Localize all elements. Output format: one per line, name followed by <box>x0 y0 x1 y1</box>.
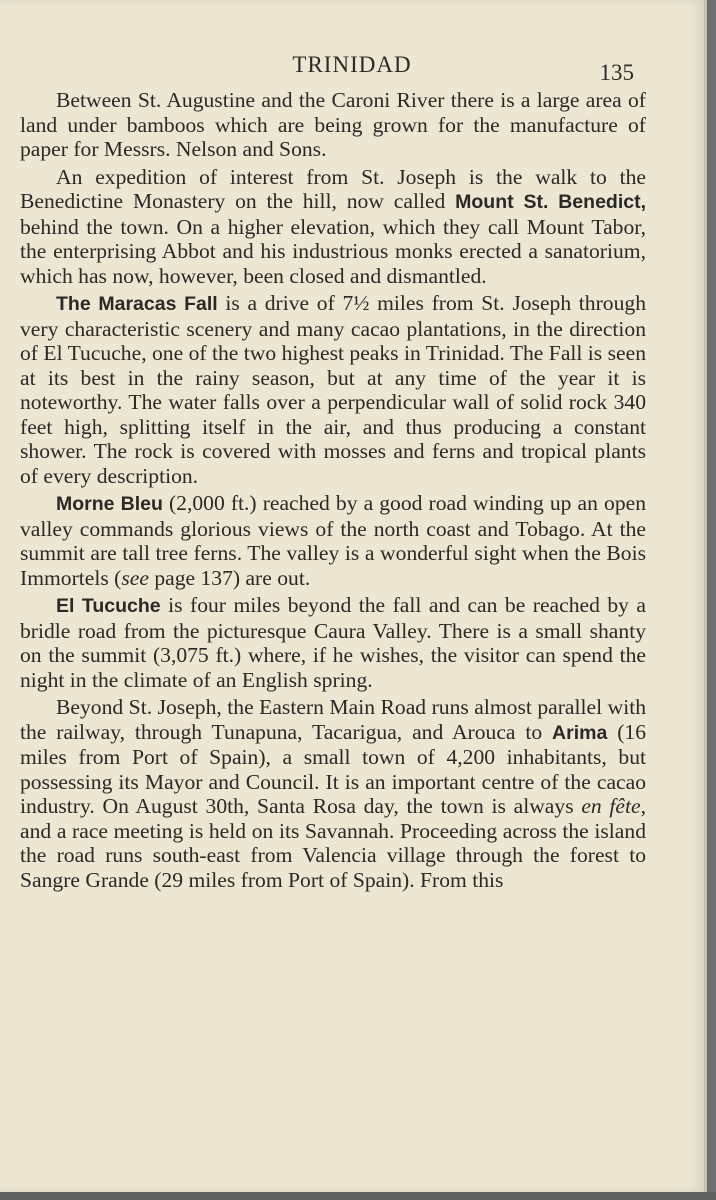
paragraph <box>20 88 646 162</box>
running-head <box>0 52 704 86</box>
body-text <box>20 88 646 895</box>
paragraph-text: An expedition of interest from St. Joseph is the walk to the Benedictine Monastery on the hill, now called <box>20 164 646 213</box>
place-name: Arima <box>552 721 608 744</box>
paragraph-text: (2,000 ft.) reached by a good road winding up an open valley commands glorious views of the north coast and Tobago. At the summit are tall tree ferns. The valley is a wonderful sight when the Bois Immortels ( <box>20 491 646 590</box>
paragraph <box>20 165 646 289</box>
paragraph-text: Beyond St. Joseph, the Eastern Main Road runs almost parallel with the railway, through Tunapuna, Tacarigua, and Arouca to <box>20 695 646 744</box>
page-number: 135 <box>599 60 634 85</box>
paragraph-text: and a race meeting is held on its Savannah. Proceeding across the island the road runs south-east from Valencia village through the forest to Sangre Grande (29 miles from Port of Spain). From this <box>20 818 646 892</box>
italic-text: en fête, <box>581 794 646 818</box>
paragraph <box>20 593 646 692</box>
paragraph <box>20 291 646 488</box>
place-name: Mount St. Benedict, <box>455 191 646 213</box>
running-title: TRINIDAD <box>292 52 412 77</box>
paragraph-text: (16 miles from Port of Spain), a small town of 4,200 inhabitants, but possessing its Mayor and Council. It is an important centre of the cacao industry. On August 30th, Santa Rosa day, the town is always <box>20 719 646 818</box>
paragraph-text: page 137) are out. <box>148 565 311 590</box>
place-name: The Maracas Fall <box>56 293 218 315</box>
paragraph <box>20 695 646 892</box>
place-name: El Tucuche <box>56 595 161 617</box>
paragraph-text: Between St. Augustine and the Caroni River there is a large area of land under bamboos which are being grown for the manufacture of paper for Messrs. Nelson and Sons. <box>20 88 646 161</box>
page-edge-shadow <box>0 1192 716 1200</box>
place-name: Morne Bleu <box>56 493 163 515</box>
paragraph-text: is four miles beyond the fall and can be reached by a bridle road from the picturesque Caura Valley. There is a small shanty on the summit (3,075 ft.) where, if he wishes, the visitor can spend the night in the climate of an English spring. <box>20 593 646 692</box>
italic-text: see <box>121 565 149 590</box>
paragraph-text: behind the town. On a higher elevation, which they call Mount Tabor, the enterprising Abbot and his industrious monks erected a sanatorium, which has now, however, been closed and dismantled. <box>20 214 646 288</box>
paragraph <box>20 491 646 590</box>
paragraph-text: is a drive of 7½ miles from St. Joseph through very characteristic scenery and many cacao plantations, in the direction of El Tucuche, one of the two highest peaks in Trinidad. The Fall is seen at its best in the rainy season, but at any time of the year it is noteworthy. The water falls over a perpendicular wall of solid rock 340 feet high, splitting itself in the air, and thus producing a constant shower. The rock is covered with mosses and ferns and tropical plants of every description. <box>20 291 646 488</box>
